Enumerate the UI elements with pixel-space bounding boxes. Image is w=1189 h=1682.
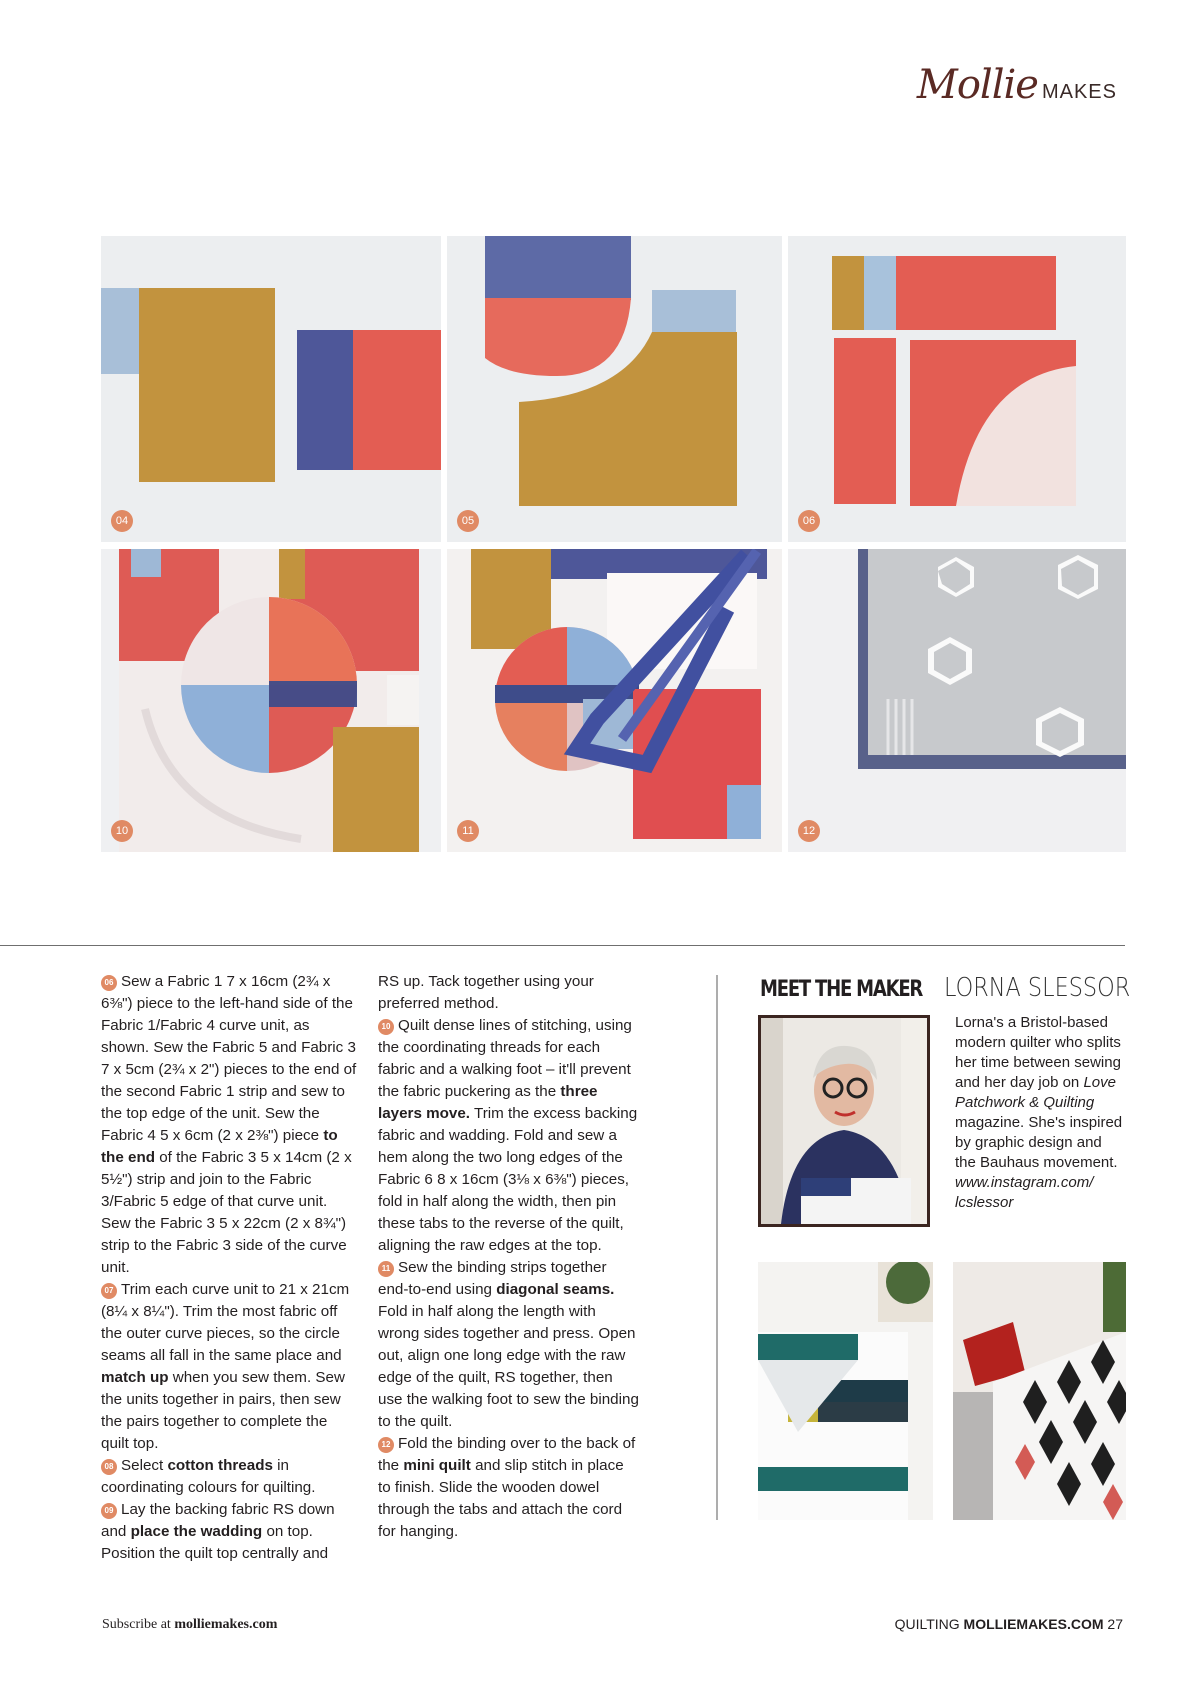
brand-script: Mollie — [916, 62, 1038, 108]
page-number: 27 — [1107, 1616, 1123, 1632]
subscribe-link[interactable]: molliemakes.com — [174, 1617, 278, 1632]
step-08: 08 Select cotton threads in coordinating colours for quilting. — [101, 1457, 316, 1496]
step-photo-12 — [788, 549, 1126, 852]
step-photo-04 — [101, 236, 441, 542]
step-07: 07 Trim each curve unit to 21 x 21cm (8¼ x 8¼"). Trim the most fabric off the outer curve pieces, so the circle seams all fall in the same place and match up when you sew them. Sew the units together in pairs, then sew the pairs together to complete the quilt top. — [101, 1281, 350, 1452]
footer-subscribe: Subscribe at molliemakes.com — [102, 1617, 278, 1632]
step-09: 09 Lay the backing fabric RS down and place the wadding on top. Position the quilt top centrally and — [101, 1501, 335, 1562]
step-badge: 04 — [111, 510, 133, 532]
maker-bio: Lorna's a Bristol-based modern quilter who splits her time between sewing and her day job on Love Patchwork & Quilting magazine. She's inspired by graphic design and the Bauhaus movement. www.instagram.com/ lcslessor — [955, 1014, 1123, 1211]
maker-portrait — [758, 1015, 930, 1227]
step-10: 10 Quilt dense lines of stitching, using the coordinating threads for each fabric and a walking foot – it'll prevent the fabric puckering as the three layers move. Trim the excess backing fabric and wadding. Fold and sew a hem along the two long edges of the Fabric 6 8 x 16cm (3⅛ x 6⅜") pieces, fold in half along the width, then pin these tabs to the reverse of the quilt, aligning the raw edges at the top. — [378, 1017, 638, 1254]
brand-logo — [917, 62, 1117, 108]
kicker: MEET THE MAKER — [760, 977, 923, 1002]
instructions-column-2 — [378, 971, 640, 1543]
step-badge: 05 — [457, 510, 479, 532]
step-badge: 10 — [111, 820, 133, 842]
step-11: 11 Sew the binding strips together end-to-end using diagonal seams. Fold in half along the length with wrong sides together and press. Open out, align one long edge with the raw edge of the quilt, RS together, then use the walking foot to sew the binding to the quilt. — [378, 1259, 639, 1430]
step-photo-06 — [788, 236, 1126, 542]
column-divider — [716, 975, 718, 1520]
instructions-column-1 — [101, 971, 359, 1565]
maker-quilt-photo-1 — [758, 1262, 933, 1520]
section-divider — [0, 945, 1125, 946]
step-badge: 11 — [457, 820, 479, 842]
step-badge: 06 — [798, 510, 820, 532]
step-09-cont: RS up. Tack together using your preferred method. — [378, 973, 594, 1012]
footer-folio: QUILTING MOLLIEMAKES.COM 27 — [894, 1616, 1123, 1632]
maker-name: LORNA SLESSOR — [943, 973, 1130, 1003]
step-12: 12 Fold the binding over to the back of the mini quilt and slip stitch in place to finish. Slide the wooden dowel through the tabs and attach the cord for hanging. — [378, 1435, 636, 1540]
maker-quilt-photo-2 — [953, 1262, 1126, 1520]
meet-the-maker-heading — [760, 972, 1160, 1003]
step-photo-05 — [447, 236, 782, 542]
step-photo-11 — [447, 549, 782, 852]
maker-instagram-link[interactable]: www.instagram.com/ lcslessor — [955, 1174, 1094, 1211]
step-06: 06 Sew a Fabric 1 7 x 16cm (2¾ x 6⅜") piece to the left-hand side of the Fabric 1/Fabric 4 curve unit, as shown. Sew the Fabric 5 and Fabric 3 7 x 5cm (2¾ x 2") pieces to the end of the second Fabric 1 strip and sew to the top edge of the unit. Sew the Fabric 4 5 x 6cm (2 x 2⅜") piece to the end of the Fabric 3 5 x 14cm (2 x 5½") strip and join to the Fabric 3/Fabric 5 edge of that curve unit. Sew the Fabric 3 5 x 22cm (2 x 8¾") strip to the Fabric 3 side of the curve unit. — [101, 973, 357, 1276]
step-photo-10 — [101, 549, 441, 852]
step-badge: 12 — [798, 820, 820, 842]
brand-makes: MAKES — [1041, 81, 1117, 103]
